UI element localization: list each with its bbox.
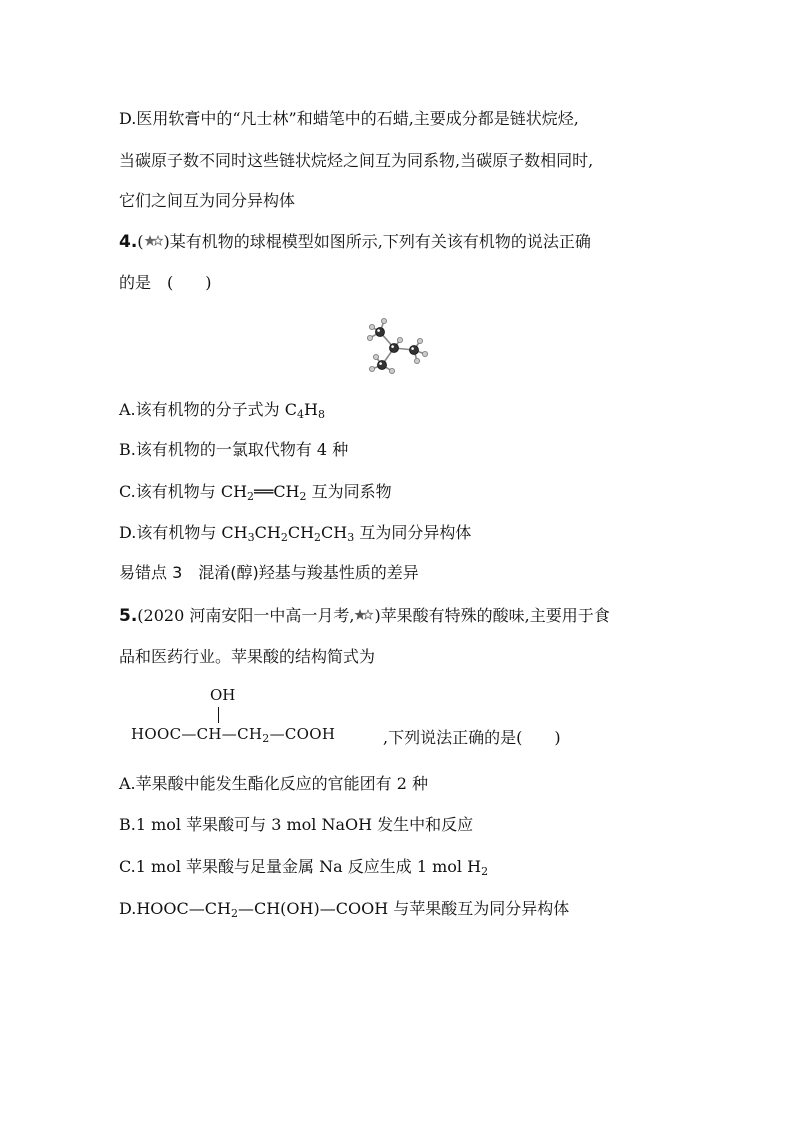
q4-stem-text: )某有机物的球棍模型如图所示,下列有关该有机物的说法正确 [163, 232, 591, 251]
q3-option-d-line2: 当碳原子数不同时这些链状烷烃之间互为同系物,当碳原子数相同时, [119, 151, 594, 170]
q4-option-a: A.该有机物的分子式为 $C_4H_8$ [119, 400, 325, 421]
q3-option-d-line3: 它们之间互为同分异构体 [119, 191, 296, 210]
formula-main-chain: $HOOC—CH—CH_2—COOH$ [131, 725, 336, 745]
q4-option-d: D.该有机物与 $CH_3CH_2CH_2CH_3$ 互为同分异构体 [119, 523, 472, 544]
q5-option-b: B.1 mol 苹果酸可与 3 mol NaOH 发生中和反应 [119, 815, 474, 834]
q4-option-c: C.该有机物与 $CH_2══CH_2$ 互为同系物 [119, 482, 392, 503]
q4-number: 4. [119, 232, 138, 252]
q5-stem-tail: ,下列说法正确的是( ) [383, 728, 561, 747]
formula-bond [218, 707, 219, 723]
q4-stem-line2: 的是 ( ) [119, 273, 212, 292]
difficulty-stars-icon [144, 234, 164, 248]
q5-option-d: $D.HOOC—CH_2—CH(OH)—COOH$ 与苹果酸互为同分异构体 [119, 899, 570, 920]
q5-option-a: A.苹果酸中能发生酯化反应的官能团有 2 种 [119, 774, 428, 793]
section-heading: 易错点 3 混淆(醇)羟基与羧基性质的差异 [119, 563, 419, 582]
q5-option-c: C.1 mol 苹果酸与足量金属 Na 反应生成 1 mol $H_2$ [119, 857, 489, 878]
ball-and-stick-model-icon [362, 312, 434, 374]
q4-option-b: B.该有机物的一氯取代物有 4 种 [119, 440, 349, 459]
q3-option-d-line1: D.医用软膏中的“凡士林”和蜡笔中的石蜡,主要成分都是链状烷烃, [119, 109, 579, 128]
q5-number: 5. [119, 606, 138, 626]
formula-oh: OH [210, 686, 236, 704]
q5-stem-line1: 5.(2020 河南安阳一中高一月考, )苹果酸有特殊的酸味,主要用于食 [119, 606, 610, 626]
difficulty-stars-icon [354, 608, 374, 622]
q4-stem-line1: 4.( )某有机物的球棍模型如图所示,下列有关该有机物的说法正确 [119, 232, 591, 252]
q5-stem-line2: 品和医药行业。苹果酸的结构简式为 [119, 647, 376, 666]
